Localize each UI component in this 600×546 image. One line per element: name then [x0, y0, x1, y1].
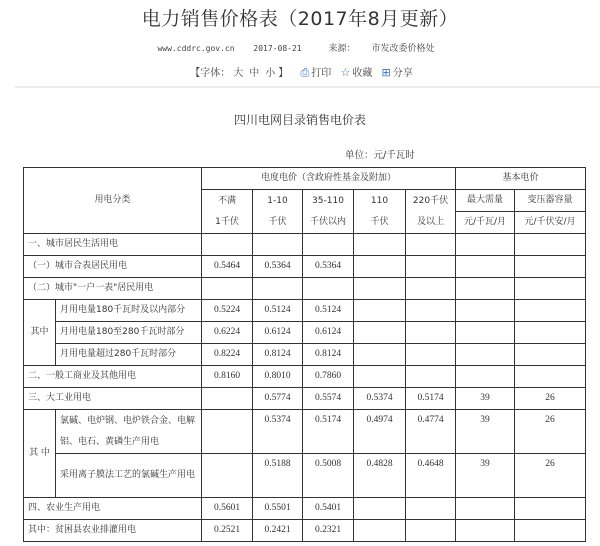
- header-basic-price: 基本电价: [456, 168, 586, 190]
- cell: [202, 388, 253, 410]
- cell: 0.8224: [202, 344, 253, 366]
- row-label: 三、大工业用电: [24, 388, 202, 410]
- cell: [406, 278, 456, 300]
- cell: 0.8010: [253, 366, 303, 388]
- cell: 0.5774: [253, 388, 303, 410]
- site-url: www.cddrc.gov.cn: [157, 44, 235, 53]
- header-col-35-110kv: [303, 190, 354, 234]
- header-transformer: 变压器容量: [515, 190, 586, 212]
- cell: 0.2321: [303, 520, 354, 542]
- table-row: [24, 520, 586, 542]
- cell: [456, 322, 515, 344]
- cell: 0.5124: [303, 300, 354, 322]
- star-icon: ☆: [340, 66, 351, 79]
- header-col-220kv: [406, 190, 456, 234]
- article-meta: [0, 41, 600, 54]
- cell: 0.5224: [202, 300, 253, 322]
- header-col-line1: 1-10: [267, 195, 288, 206]
- table-row: [24, 278, 586, 300]
- font-size-label-close: 】: [278, 68, 289, 79]
- cell: 26: [515, 388, 586, 410]
- publish-date: 2017-08-21: [253, 44, 302, 53]
- header-col-line1: 220千伏: [412, 195, 449, 206]
- cell: 0.2421: [253, 520, 303, 542]
- unit-label: 单位：元/千瓦时: [345, 150, 415, 161]
- favorite-label: 收藏: [352, 68, 373, 79]
- cell: [406, 344, 456, 366]
- cell: 0.5401: [303, 498, 354, 520]
- table-row: [24, 366, 586, 388]
- cell: 0.7860: [303, 366, 354, 388]
- header-col-line2: 千伏以内: [309, 216, 346, 227]
- cell: 0.8160: [202, 366, 253, 388]
- row-label: 月用电量180至280千瓦时部分: [56, 322, 202, 344]
- header-col-line1: 35-110: [312, 195, 344, 206]
- cell: [202, 234, 253, 256]
- header-energy-price: 电度电价（含政府性基金及附加）: [202, 168, 456, 190]
- price-table: [23, 167, 586, 542]
- cell: 0.8124: [253, 344, 303, 366]
- article-toolbar: [0, 64, 600, 80]
- cell: 0.5374: [354, 388, 406, 410]
- cell: [354, 344, 406, 366]
- cell: [354, 498, 406, 520]
- cell: [515, 366, 586, 388]
- cell: 0.5364: [303, 256, 354, 278]
- share-plus-icon: ⊞: [381, 66, 391, 79]
- header-max-demand-unit: 元/千瓦/月: [456, 212, 515, 234]
- cell: 0.4974: [354, 410, 406, 454]
- row-label: 四、农业生产用电: [24, 498, 202, 520]
- cell: [515, 520, 586, 542]
- cell: 0.5501: [253, 498, 303, 520]
- font-medium-button[interactable]: 中: [249, 68, 260, 79]
- cell: [202, 278, 253, 300]
- cell: 0.5188: [253, 454, 303, 498]
- cell: [515, 234, 586, 256]
- cell: [354, 322, 406, 344]
- cell: [515, 498, 586, 520]
- font-size-label: 【字体：: [190, 68, 231, 79]
- page-title: 电力销售价格表（2017年8月更新）: [141, 8, 459, 30]
- cell: 0.5174: [303, 410, 354, 454]
- header-transformer-unit: 元/千伏安/月: [515, 212, 586, 234]
- cell: [202, 410, 253, 454]
- cell: 39: [456, 454, 515, 498]
- cell: 0.4774: [406, 410, 456, 454]
- cell: 0.5464: [202, 256, 253, 278]
- header-col-line2: 1千伏: [215, 216, 239, 227]
- cell: 39: [456, 388, 515, 410]
- cell: [456, 256, 515, 278]
- share-label: 分享: [392, 68, 413, 79]
- row-label: 其中：贫困县农业排灌用电: [24, 520, 202, 542]
- table-row: [24, 300, 586, 322]
- cell: 0.2521: [202, 520, 253, 542]
- header-col-110kv: [354, 190, 406, 234]
- header-col-line1: 不满: [217, 195, 236, 206]
- group-label: 其 中: [24, 410, 56, 498]
- cell: 0.5601: [202, 498, 253, 520]
- share-button[interactable]: [382, 68, 413, 79]
- cell: 0.4828: [354, 454, 406, 498]
- cell: [406, 234, 456, 256]
- cell: 0.5174: [406, 388, 456, 410]
- cell: [354, 256, 406, 278]
- header-col-line2: 千伏: [268, 216, 287, 227]
- cell: [456, 278, 515, 300]
- table-row: [24, 388, 586, 410]
- cell: [456, 344, 515, 366]
- row-label: 氯碱、电炉钢、电炉铁合金、电解铝、电石、黄磷生产用电: [56, 410, 202, 454]
- cell: 0.8124: [303, 344, 354, 366]
- cell: [406, 300, 456, 322]
- cell: [354, 278, 406, 300]
- cell: 26: [515, 454, 586, 498]
- cell: 0.5008: [303, 454, 354, 498]
- cell: [406, 520, 456, 542]
- cell: [456, 366, 515, 388]
- cell: 0.6224: [202, 322, 253, 344]
- source-label: 来源：: [328, 44, 356, 54]
- cell: [456, 498, 515, 520]
- font-size-selector: [190, 68, 291, 79]
- header-max-demand: 最大需量: [456, 190, 515, 212]
- cell: [303, 234, 354, 256]
- cell: [406, 322, 456, 344]
- table-row: [24, 322, 586, 344]
- cell: 0.4648: [406, 454, 456, 498]
- row-label: （一）城市合表居民用电: [24, 256, 202, 278]
- cell: 26: [515, 410, 586, 454]
- table-row: [24, 234, 586, 256]
- cell: [354, 366, 406, 388]
- header-col-1-10kv: [253, 190, 303, 234]
- cell: [406, 498, 456, 520]
- header-category: 用电分类: [24, 168, 202, 234]
- cell: [303, 278, 354, 300]
- table-row: [24, 344, 586, 366]
- cell: [515, 344, 586, 366]
- source: [320, 44, 442, 54]
- table-row: [24, 498, 586, 520]
- cell: 0.6124: [303, 322, 354, 344]
- cell: [406, 256, 456, 278]
- cell: 0.5574: [303, 388, 354, 410]
- cell: [456, 300, 515, 322]
- cell: 39: [456, 410, 515, 454]
- cell: [253, 234, 303, 256]
- cell: [354, 520, 406, 542]
- favorite-button[interactable]: [340, 68, 372, 79]
- print-label: 打印: [311, 68, 332, 79]
- table-row: [24, 410, 586, 454]
- cell: [406, 366, 456, 388]
- table-row: [24, 454, 586, 498]
- cell: [253, 278, 303, 300]
- row-label: 二、一般工商业及其他用电: [24, 366, 202, 388]
- cell: 0.5364: [253, 256, 303, 278]
- table-title: 四川电网目录销售电价表: [233, 113, 366, 127]
- cell: [515, 256, 586, 278]
- header-col-line2: 千伏: [370, 216, 389, 227]
- cell: [354, 234, 406, 256]
- font-large-button[interactable]: 大: [233, 68, 244, 79]
- row-label: 月用电量180千瓦时及以内部分: [56, 300, 202, 322]
- row-label: 一、城市居民生活用电: [24, 234, 202, 256]
- printer-icon: ⎙: [300, 66, 310, 79]
- cell: [515, 278, 586, 300]
- header-col-line1: 110: [370, 195, 389, 206]
- header-col-below-1kv: [202, 190, 253, 234]
- table-row: [24, 256, 586, 278]
- cell: 0.5374: [253, 410, 303, 454]
- cell: [456, 234, 515, 256]
- cell: [515, 300, 586, 322]
- row-label: 月用电量超过280千瓦时部分: [56, 344, 202, 366]
- row-label: 采用离子膜法工艺的氯碱生产用电: [56, 454, 202, 498]
- font-small-button[interactable]: 小: [265, 68, 276, 79]
- header-col-line2: 及以上: [416, 216, 444, 227]
- header-divider: [15, 86, 600, 88]
- cell: 0.6124: [253, 322, 303, 344]
- source-value: 市发改委价格处: [371, 44, 435, 54]
- cell: 0.5124: [253, 300, 303, 322]
- cell: [515, 322, 586, 344]
- cell: [456, 520, 515, 542]
- cell: [202, 454, 253, 498]
- row-label: （二）城市"一户一表"居民用电: [24, 278, 202, 300]
- group-label: 其中: [24, 300, 56, 366]
- print-button[interactable]: [300, 68, 331, 79]
- cell: [354, 300, 406, 322]
